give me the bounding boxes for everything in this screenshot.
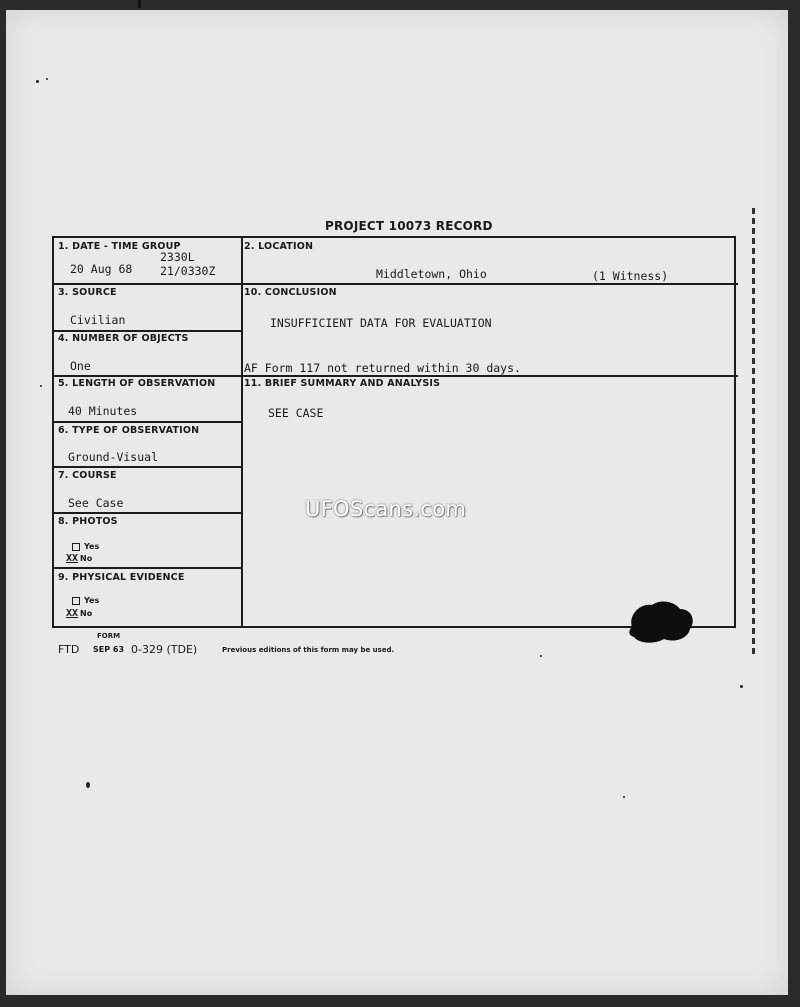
summary-label: 11. BRIEF SUMMARY AND ANALYSIS — [244, 378, 441, 389]
scan-edge-mark — [752, 208, 755, 658]
photos-label: 8. PHOTOS — [58, 516, 118, 527]
footer-form-date: SEP 63 — [93, 645, 125, 654]
row-divider — [54, 466, 242, 468]
footer-form-number: 0-329 (TDE) — [131, 643, 198, 656]
row-divider — [54, 512, 242, 514]
location-value: Middletown, Ohio — [376, 267, 487, 281]
physical-evidence-no-option: XX No — [66, 608, 93, 619]
x-mark-icon: XX — [66, 608, 79, 619]
summary-value: SEE CASE — [268, 406, 324, 420]
number-of-objects-label: 4. NUMBER OF OBJECTS — [58, 333, 189, 344]
photos-no-option: XX No — [66, 553, 93, 564]
row-divider — [54, 567, 242, 569]
physical-evidence-yes-option: Yes — [72, 596, 99, 605]
scan-speck — [623, 796, 625, 798]
location-label: 2. LOCATION — [244, 241, 314, 252]
witness-count: (1 Witness) — [592, 269, 669, 283]
photos-yes-option: Yes — [72, 542, 99, 551]
type-of-observation-label: 6. TYPE OF OBSERVATION — [58, 425, 200, 436]
scan-speck — [740, 685, 743, 688]
footer-form-word: FORM — [97, 632, 121, 640]
scan-top-mark — [138, 0, 141, 8]
course-value: See Case — [68, 496, 124, 510]
form-title: PROJECT 10073 RECORD — [325, 219, 493, 233]
source-value: Civilian — [70, 313, 126, 327]
watermark: UFOScans.com — [305, 497, 467, 521]
checkbox-empty-icon — [72, 543, 80, 551]
physical-evidence-label: 9. PHYSICAL EVIDENCE — [58, 572, 185, 583]
scan-speck — [36, 80, 39, 83]
conclusion-value: INSUFFICIENT DATA FOR EVALUATION — [270, 316, 492, 330]
footer-form-id: FTD — [58, 643, 80, 656]
scan-speck — [86, 782, 90, 788]
row-divider — [54, 283, 738, 285]
date-time-group-label: 1. DATE - TIME GROUP — [58, 241, 181, 252]
checkbox-empty-icon — [72, 597, 80, 605]
conclusion-label: 10. CONCLUSION — [244, 287, 337, 298]
x-mark-icon: XX — [66, 553, 79, 564]
scan-speck — [540, 655, 542, 657]
row-divider — [54, 330, 242, 332]
date-value: 20 Aug 68 — [70, 262, 133, 276]
length-of-observation-label: 5. LENGTH OF OBSERVATION — [58, 378, 216, 389]
course-label: 7. COURSE — [58, 470, 117, 481]
zulu-time-value: 21/0330Z — [160, 264, 216, 278]
row-divider — [54, 375, 738, 377]
row-divider — [54, 421, 242, 423]
footer-note: Previous editions of this form may be used. — [222, 646, 395, 654]
conclusion-note: AF Form 117 not returned within 30 days. — [244, 361, 521, 375]
type-of-observation-value: Ground-Visual — [68, 450, 159, 464]
scan-speck — [46, 78, 48, 80]
ink-blot-image — [626, 597, 696, 645]
local-time-value: 2330L — [160, 250, 195, 264]
scan-speck — [40, 385, 42, 387]
number-of-objects-value: One — [70, 359, 91, 373]
length-of-observation-value: 40 Minutes — [68, 404, 138, 418]
source-label: 3. SOURCE — [58, 287, 117, 298]
